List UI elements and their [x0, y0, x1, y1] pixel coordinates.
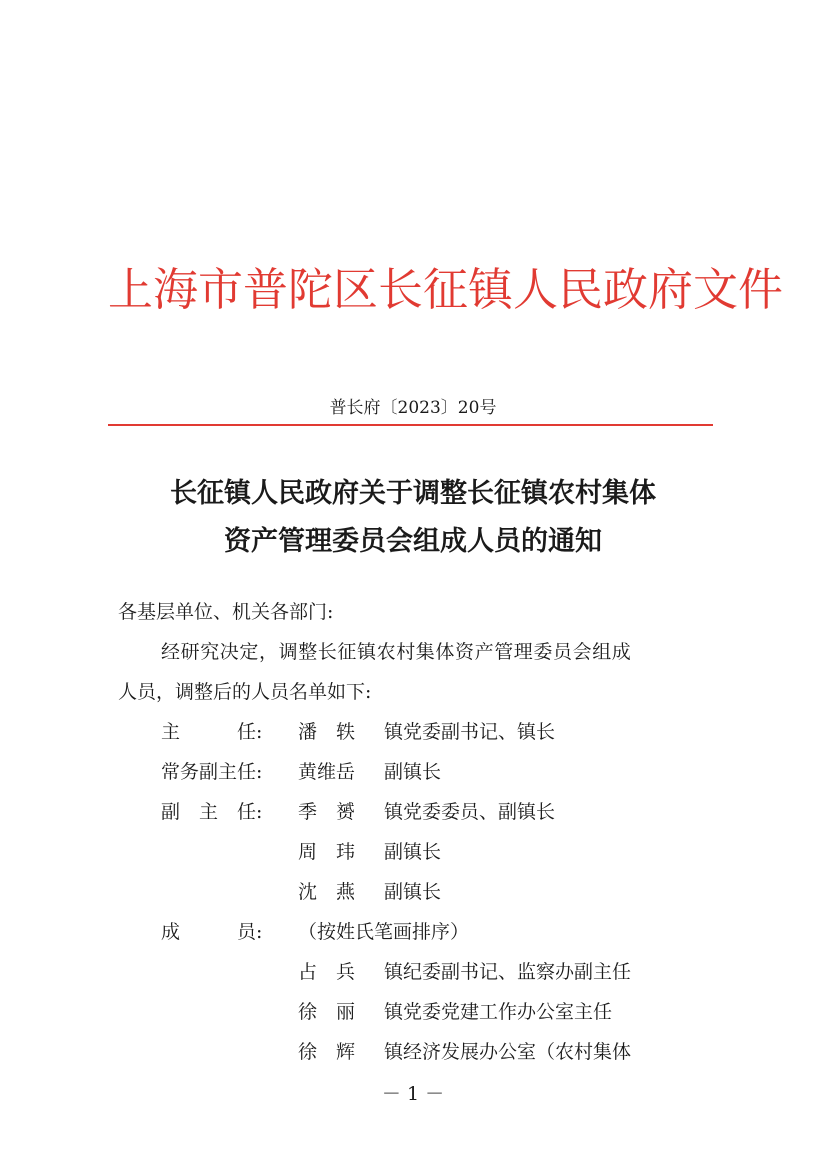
member-name: 周 玮: [298, 841, 356, 863]
document-header-title: 上海市普陀区长征镇人民政府文件: [108, 263, 784, 316]
member-row: [0, 832, 826, 872]
notice-title: [108, 470, 718, 566]
member-name: 潘 轶: [298, 721, 356, 743]
member-role: 成 员:: [161, 921, 263, 943]
member-role: 常务副主任:: [161, 761, 263, 783]
notice-title-line-2: 资产管理委员会组成人员的通知: [224, 526, 602, 557]
addressee: 各基层单位、机关各部门:: [118, 601, 334, 623]
member-duty: 镇纪委副书记、监察办副主任: [384, 961, 632, 983]
member-sort-note: （按姓氏笔画排序）: [298, 921, 470, 943]
member-duty: 镇党委党建工作办公室主任: [384, 1001, 613, 1023]
page-number: － 1 －: [381, 1083, 445, 1105]
member-duty: 副镇长: [384, 841, 442, 863]
member-role: 副 主 任:: [161, 801, 263, 823]
member-name: 沈 燕: [298, 881, 356, 903]
body-paragraph-line-2: 人员，调整后的人员名单如下:: [118, 681, 372, 703]
body-paragraph-line-1: 经研究决定，调整长征镇农村集体资产管理委员会组成: [161, 641, 632, 663]
member-role: 主 任:: [161, 721, 263, 743]
red-separator-line: [108, 424, 713, 426]
member-duty: 镇党委副书记、镇长: [384, 721, 556, 743]
member-row: [0, 912, 826, 952]
member-row: [0, 952, 826, 992]
member-name: 季 赟: [298, 801, 356, 823]
member-name: 徐 辉: [298, 1041, 356, 1063]
document-number: 普长府〔2023〕20号: [329, 398, 497, 418]
member-duty: 副镇长: [384, 881, 442, 903]
member-name: 占 兵: [298, 961, 356, 983]
member-row: [0, 872, 826, 912]
member-row: [0, 752, 826, 792]
member-row: [0, 792, 826, 832]
member-name: 黄维岳: [298, 761, 356, 783]
notice-title-line-1: 长征镇人民政府关于调整长征镇农村集体: [170, 478, 656, 509]
member-duty: 镇党委委员、副镇长: [384, 801, 556, 823]
member-row: [0, 712, 826, 752]
member-row: [0, 1032, 826, 1072]
member-row: [0, 992, 826, 1032]
member-name: 徐 丽: [298, 1001, 356, 1023]
member-duty: 镇经济发展办公室（农村集体: [384, 1041, 632, 1063]
member-duty: 副镇长: [384, 761, 442, 783]
